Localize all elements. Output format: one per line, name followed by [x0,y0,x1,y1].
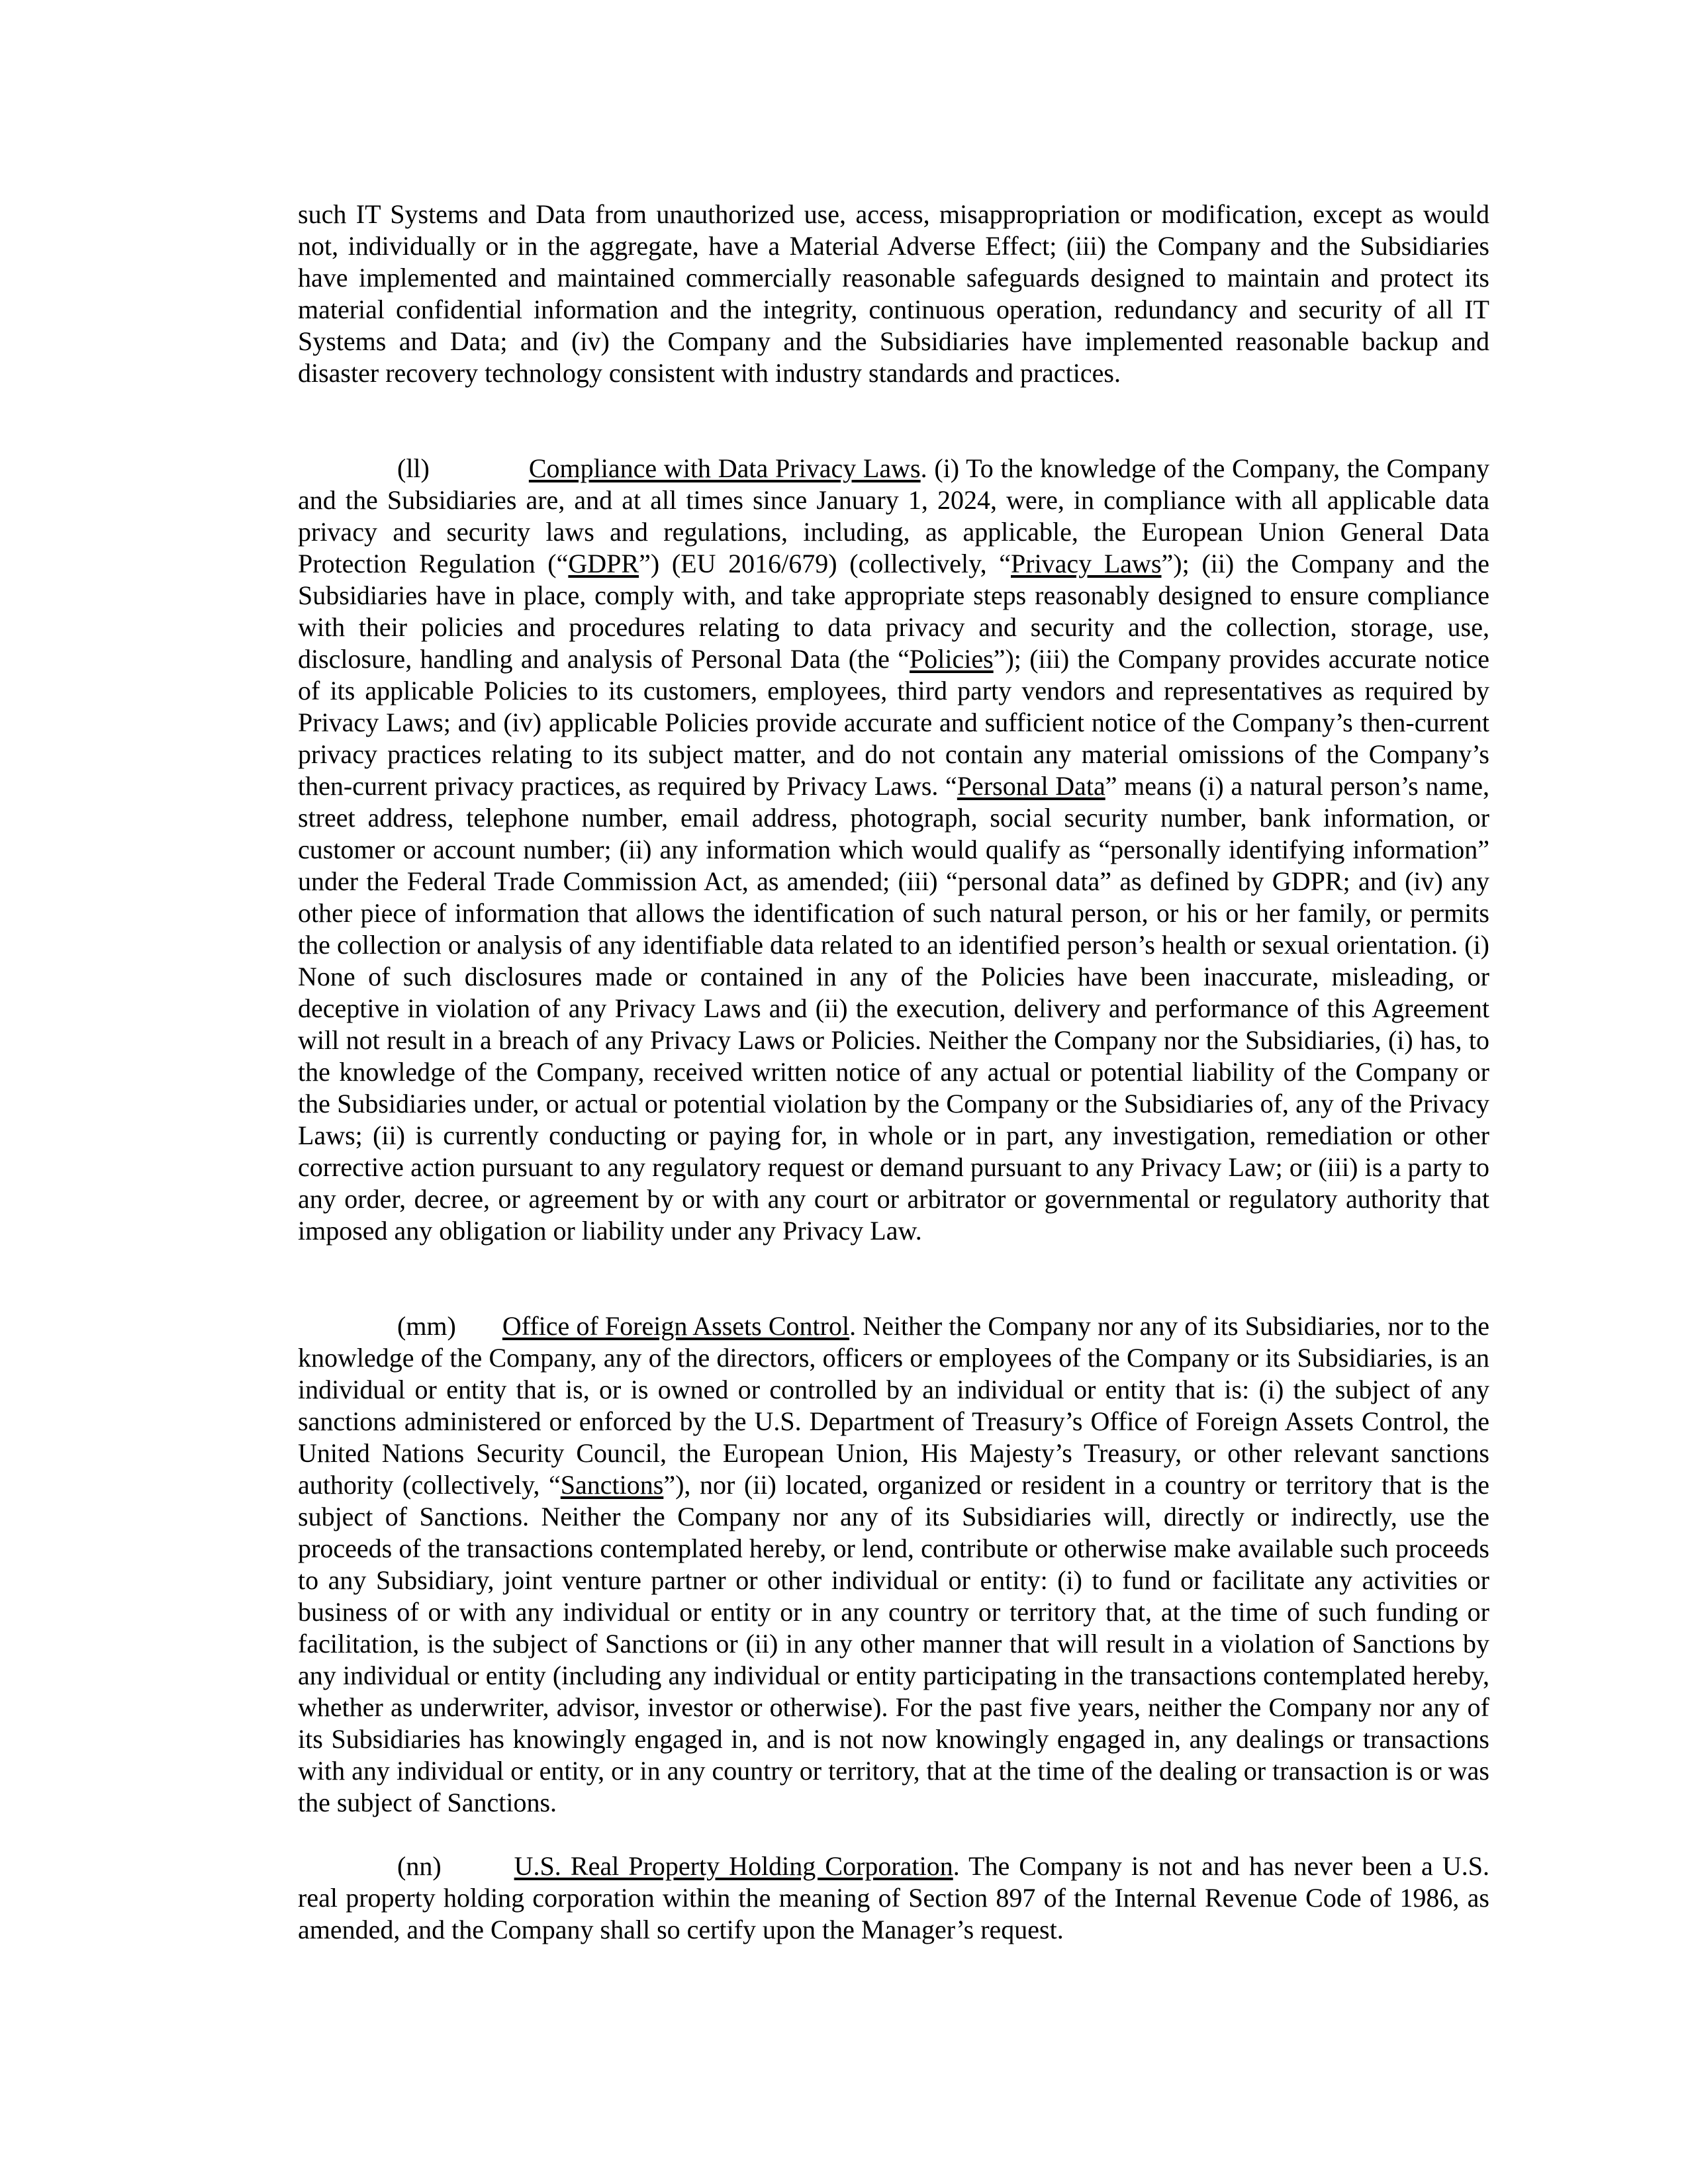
document-page [298,199,1489,1946]
defined-term-sanctions: Sanctions [560,1470,664,1500]
section-mm-number: (mm) [397,1311,456,1341]
defined-term-policies: Policies [910,644,994,674]
section-ll-text: ”) (EU 2016/679) (collectively, “ [639,549,1011,578]
section-nn-paragraph [298,1850,1489,1946]
defined-term-personal-data: Personal Data [957,771,1105,801]
section-nn-number: (nn) [397,1851,442,1881]
section-ll-text: . (i) To the knowledge of the Company, the Company and the Subsidiaries are, and at all times since January 1, 2024, were, in compliance with all applicable data privacy and security laws and regulations, including, as applicable, the European Union General Data Protection Regulation (“ [298,453,1489,578]
section-nn-heading: U.S. Real Property Holding Corporation [514,1851,953,1881]
intro-paragraph: such IT Systems and Data from unauthorized use, access, misappropriation or modification, except as would not, individually or in the aggregate, have a Material Adverse Effect; (iii) the Company and the Subsidiaries have implemented and maintained commercially reasonable safeguards designed to maintain and protect its material confidential information and the integrity, continuous operation, redundancy and security of all IT Systems and Data; and (iv) the Company and the Subsidiaries have implemented reasonable backup and disaster recovery technology consistent with industry standards and practices. [298,199,1489,388]
section-ll-paragraph [298,453,1489,1247]
section-mm-text: ”), nor (ii) located, organized or resident in a country or territory that is the subject of Sanctions. Neither the Company nor any of its Subsidiaries will, directly or indirectly, use the proceeds of the transactions contemplated hereby, or lend, contribute or otherwise make available such proceeds to any Subsidiary, joint venture partner or other individual or entity: (i) to fund or facilitate any activities or business of or with any individual or entity or in any country or territory that, at the time of such funding or facilitation, is the subject of Sanctions or (ii) in any other manner that will result in a violation of Sanctions by any individual or entity (including any individual or entity participating in the transactions contemplated hereby, whether as underwriter, advisor, investor or otherwise). For the past five years, neither the Company nor any of its Subsidiaries has knowingly engaged in, and is not now knowingly engaged in, any dealings or transactions with any individual or entity, or in any country or territory, that at the time of the dealing or transaction is or was the subject of Sanctions. [298,1470,1489,1817]
section-ll-text: ”); (iii) the Company provides accurate notice of its applicable Policies to its customers, employees, third party vendors and representatives as required by Privacy Laws; and (iv) applicable Policies provide accurate and sufficient notice of the Company’s then-current privacy practices relating to its subject matter, and do not contain any material omissions of the Company’s then-current privacy practices, as required by Privacy Laws. “ [298,644,1490,801]
section-ll-heading: Compliance with Data Privacy Laws [528,453,921,483]
defined-term-privacy-laws: Privacy Laws [1011,549,1162,578]
defined-term-gdpr: GDPR [568,549,639,578]
section-mm-paragraph [298,1310,1489,1819]
paragraph-spacer [298,1247,1489,1310]
paragraph-spacer [298,1819,1489,1850]
section-mm-heading: Office of Foreign Assets Control [502,1311,850,1341]
section-ll-text: ”); (ii) the Company and the Subsidiaries have in place, comply with, and take appropriate steps reasonably designed to ensure compliance with their policies and procedures relating to data privacy and security and the collection, storage, use, disclosure, handling and analysis of Personal Data (the “ [298,549,1489,674]
section-ll-text: ” means (i) a natural person’s name, street address, telephone number, email address, photograph, social security number, bank information, or customer or account number; (ii) any information which would qualify as “personally identifying information” under the Federal Trade Commission Act, as amended; (iii) “personal data” as defined by GDPR; and (iv) any other piece of information that allows the identification of such natural person, or his or her family, or permits the collection or analysis of any identifiable data related to an identified person’s health or sexual orientation. (i) None of such disclosures made or contained in any of the Policies have been inaccurate, misleading, or deceptive in violation of any Privacy Laws and (ii) the execution, delivery and performance of this Agreement will not result in a breach of any Privacy Laws or Policies. Neither the Company nor the Subsidiaries, (i) has, to the knowledge of the Company, received written notice of any actual or potential liability of the Company or the Subsidiaries under, or actual or potential violation by the Company or the Subsidiaries of, any of the Privacy Laws; (ii) is currently conducting or paying for, in whole or in part, any investigation, remediation or other corrective action pursuant to any regulatory request or demand pursuant to any Privacy Law; or (iii) is a party to any order, decree, or agreement by or with any court or arbitrator or governmental or regulatory authority that imposed any obligation or liability under any Privacy Law. [298,771,1490,1246]
section-ll-number: (ll) [397,453,430,483]
section-mm-text: . Neither the Company nor any of its Subsidiaries, nor to the knowledge of the Company, any of the directors, officers or employees of the Company or its Subsidiaries, is an individual or entity that is, or is owned or controlled by an individual or entity that is: (i) the subject of any sanctions administered or enforced by the U.S. Department of Treasury’s Office of Foreign Assets Control, the United Nations Security Council, the European Union, His Majesty’s Treasury, or other relevant sanctions authority (collectively, “ [298,1311,1490,1500]
paragraph-spacer [298,389,1489,453]
section-nn-text: . The Company is not and has never been a U.S. real property holding corporation within the meaning of Section 897 of the Internal Revenue Code of 1986, as amended, and the Company shall so certify upon the Manager’s request. [298,1851,1489,1944]
